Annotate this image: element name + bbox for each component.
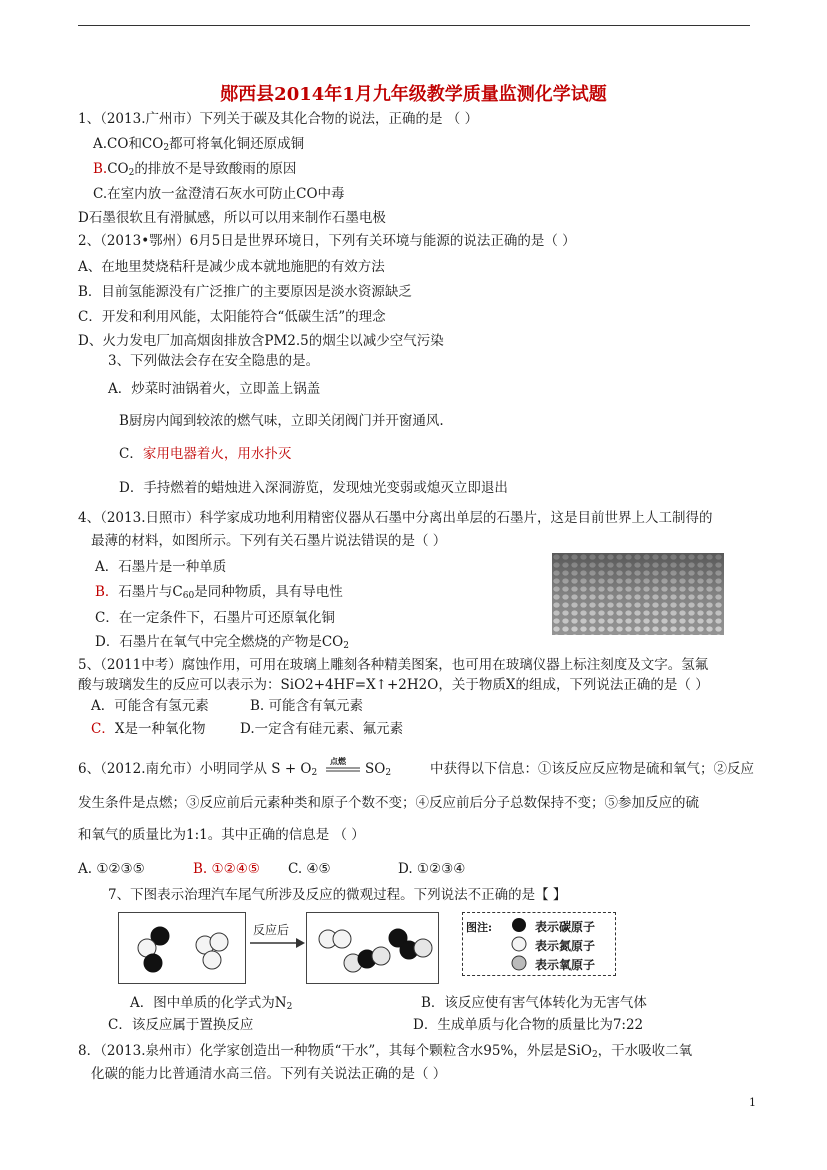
q6-stem-line1: 6、（2012.南允市）小明同学从 $S + O_2$ xyxy=(78,761,318,778)
q5-stem-line2: 酸与玻璃发生的反应可以表示为：SiO2+4HF=X↑+2H2O，关于物质X的组成，下列说法正确的是（ ） xyxy=(78,677,709,693)
q2-option-a: A、在地里焚烧秸秆是减少成本就地施肥的有效方法 xyxy=(78,259,385,275)
q6-condition: 点燃 xyxy=(330,756,346,766)
q7-option-d: D．生成单质与化合物的质量比为7:22 xyxy=(413,1017,644,1033)
q3-option-a: A．炒菜时油锅着火，立即盖上锅盖 xyxy=(108,381,321,397)
q7-option-c: C．该反应属于置换反应 xyxy=(108,1017,254,1033)
reaction-arrow-icon xyxy=(248,937,306,949)
q6-product: $SO_2$ xyxy=(365,761,392,778)
q4-stem-line2: 最薄的材料，如图所示。下列有关石墨片说法错误的是（ ） xyxy=(91,533,447,549)
arrow-label: 反应后 xyxy=(253,923,290,937)
reactant-molecules xyxy=(118,912,246,984)
q1-option-a: A.CO和$CO_2$都可将氧化铜还原成铜 xyxy=(93,136,305,153)
q7-option-b: B．该反应使有害气体转化为无害气体 xyxy=(421,995,647,1011)
q2-option-b: B．目前氢能源没有广泛推广的主要原因是淡水资源缺乏 xyxy=(78,284,412,300)
q6-equals-sign xyxy=(326,767,360,773)
page-title: 郧西县2014年1月九年级教学质量监测化学试题 xyxy=(220,84,607,105)
q1-option-c: C.在室内放一盆澄清石灰水可防止CO中毒 xyxy=(93,186,345,202)
q5-option-d: D.一定含有硅元素、氟元素 xyxy=(240,721,404,737)
q2-option-d: D、火力发电厂加高烟囱排放含PM2.5的烟尘以减少空气污染 xyxy=(78,333,444,349)
q3-option-c: C．家用电器着火，用水扑灭 xyxy=(119,446,292,462)
page-number: 1 xyxy=(749,1096,756,1109)
q6-option-c: C. ④⑤ xyxy=(288,861,331,877)
q6-option-d: D. ①②③④ xyxy=(398,861,466,877)
q3-option-b: B厨房内闻到较浓的燃气味，立即关闭阀门并开窗通风. xyxy=(119,413,444,429)
q5-option-b: B. 可能含有氧元素 xyxy=(250,698,364,714)
q1-stem: 1、（2013.广州市）下列关于碳及其化合物的说法，正确的是 （ ） xyxy=(78,111,479,127)
q1-option-d: D石墨很软且有滑腻感，所以可以用来制作石墨电极 xyxy=(78,210,386,226)
legend-atom-icons xyxy=(510,917,530,973)
q6-option-a: A. ①②③⑤ xyxy=(78,861,145,877)
q4-option-b: B．石墨片与$C_{60}$是同种物质，具有导电性 xyxy=(95,584,343,601)
legend-title: 图注: xyxy=(466,921,493,934)
q6-stem-line2: 发生条件是点燃；③反应前后元素种类和原子个数不变；④反应前后分子总数保持不变；⑤参加反应的硫 xyxy=(78,795,699,811)
q5-stem-line1: 5、（2011中考）腐蚀作用，可用在玻璃上雕刻各种精美图案，也可用在玻璃仪器上标注刻度及文字。氢氟 xyxy=(78,657,709,673)
graphene-sheet-image xyxy=(552,553,724,635)
q4-option-a: A．石墨片是一种单质 xyxy=(95,559,227,575)
q6-stem-line1-post: 中获得以下信息：①该反应反应物是硫和氧气；②反应 xyxy=(430,761,754,777)
legend-nitrogen: 表示氮原子 xyxy=(535,939,596,953)
header-rule xyxy=(78,25,750,26)
q8-stem-line1: 8．（2013.泉州市）化学家创造出一种物质“干水”，其每个颗粒含水95%，外层是SiO$_2$，干水吸收二氧 xyxy=(78,1043,693,1060)
q4-option-d: D．石墨片在氧气中完全燃烧的产物是$CO_2$ xyxy=(95,634,349,651)
q8-stem-line2: 化碳的能力比普通清水高三倍。下列有关说法正确的是（ ） xyxy=(91,1066,447,1082)
q6-option-b: B. ①②④⑤ xyxy=(193,861,260,877)
q5-option-c: C．X是一种氧化物 xyxy=(91,721,206,737)
q7-option-a: A．图中单质的化学式为$N_2$ xyxy=(130,995,293,1012)
q4-stem-line1: 4、（2013.日照市）科学家成功地利用精密仪器从石墨中分离出单层的石墨片，这是目前世界上人工制得的 xyxy=(78,510,713,526)
product-molecules xyxy=(306,912,440,984)
q4-option-c: C．在一定条件下，石墨片可还原氧化铜 xyxy=(95,610,335,626)
q5-option-a: A．可能含有氢元素 xyxy=(91,698,209,714)
q2-stem: 2、（2013•鄂州）6月5日是世界环境日，下列有关环境与能源的说法正确的是（ ） xyxy=(78,233,576,249)
q1-option-b: $B.CO_2$的排放不是导致酸雨的原因 xyxy=(93,161,297,178)
q6-stem-line3: 和氧气的质量比为1:1。其中正确的信息是 （ ） xyxy=(78,827,365,843)
legend-carbon: 表示碳原子 xyxy=(535,920,596,934)
q3-option-d: D．手持燃着的蜡烛进入深洞游览，发现烛光变弱或熄灭立即退出 xyxy=(119,480,508,496)
q7-stem: 7、下图表示治理汽车尾气所涉及反应的微观过程。下列说法不正确的是【 】 xyxy=(108,887,567,903)
q2-option-c: C．开发和利用风能，太阳能符合“低碳生活”的理念 xyxy=(78,309,386,325)
q3-stem: 3、下列做法会存在安全隐患的是。 xyxy=(108,353,320,369)
legend-oxygen: 表示氧原子 xyxy=(535,958,596,972)
